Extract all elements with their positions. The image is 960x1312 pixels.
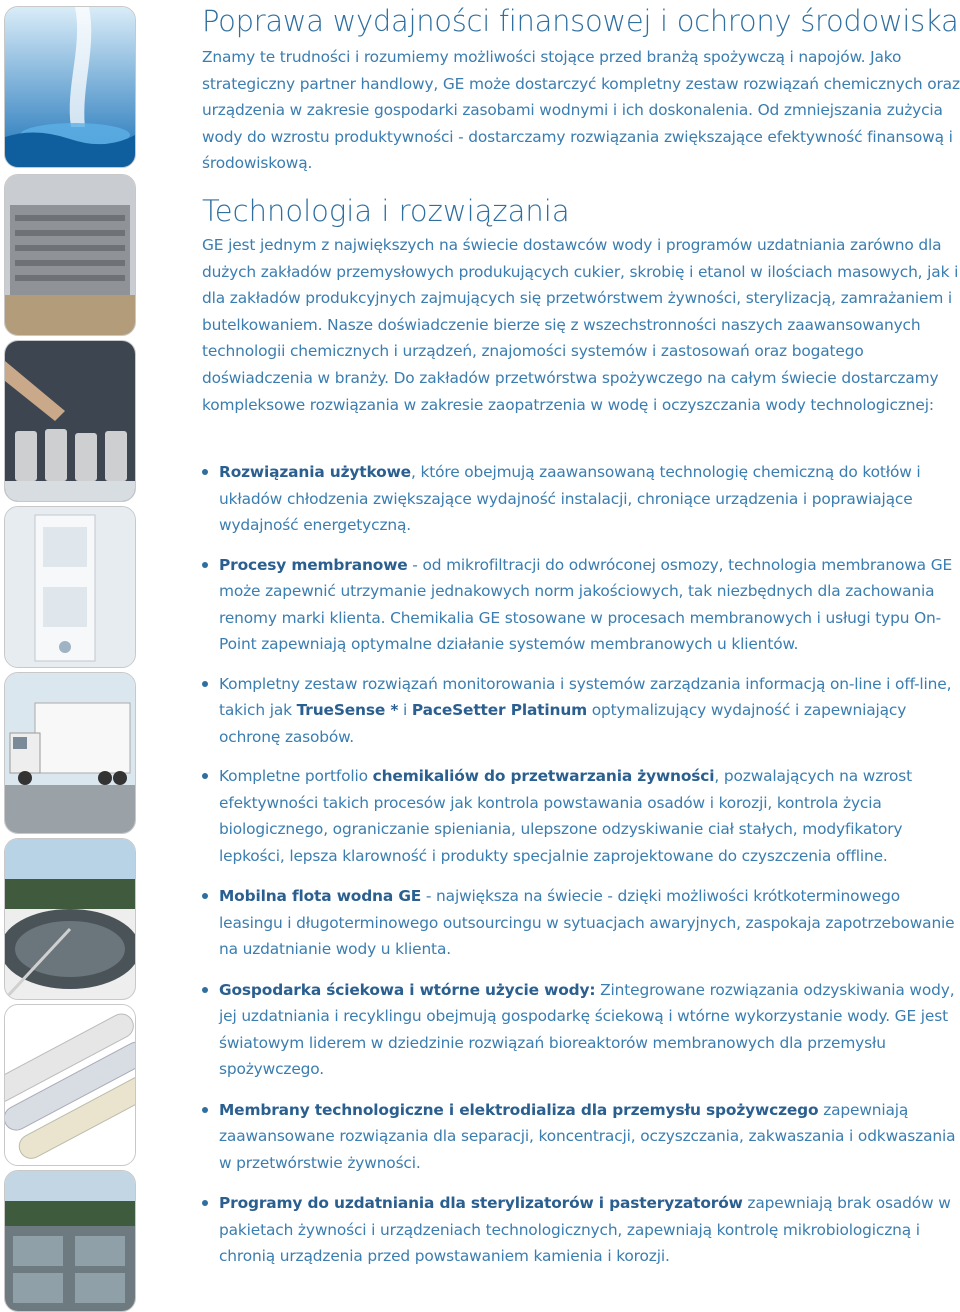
list-item — [202, 763, 960, 869]
list-item-bold: Programy do uzdatniania dla sterylizatorów i pasteryzatorów — [219, 1194, 743, 1212]
list-item-bold: chemikaliów do przetwarzania żywności — [372, 767, 715, 785]
list-item-mid: i — [398, 701, 412, 719]
solutions-list — [202, 459, 960, 1270]
photo-equipment-cabinet — [4, 506, 136, 668]
list-item-text: zapewniają brak osadów w pakietach żywności i urządzeniach technologicznych, zapewniają kontrolę mikrobiologiczną i chronią urządzenia przed powstawaniem kamienia i korozji. — [219, 1194, 951, 1265]
list-item-bold: TrueSense * — [296, 701, 399, 719]
intro-paragraph: Znamy te trudności i rozumiemy możliwości stojące przed branżą spożywczą i napojów. Jako strategiczny partner handlowy, GE może dostarczyć kompletny zestaw rozwiązań chemicznych oraz urządzenia w zakresie gospodarki zasobami wodnymi i ich doskonalenia. Od zmniejszania zużycia wody do wzrostu produktywności - dostarczamy rozwiązania zwiększające efektywność finansową i środowiskową. — [202, 48, 960, 172]
list-item-bold: Rozwiązania użytkowe — [219, 463, 411, 481]
photo-lab-bottles — [4, 340, 136, 502]
list-item-text: , które obejmują zaawansowaną technologię chemiczną do kotłów i układów chłodzenia zwiększające wydajność instalacji, chroniące urządzenia i poprawiające wydajność energetyczną. — [219, 463, 921, 534]
list-item-text: , pozwalających na wzrost efektywności takich procesów jak kontrola powstawania osadów i korozji, kontrola życia biologicznego, ograniczanie spieniania, ulepszone odzyskiwanie ciał stałych, modyfikatory lepkości, lepsza klarowność i produkty specjalnie zaprojektowane do czyszczenia offline. — [219, 767, 913, 865]
list-item-text: zapewniają zaawansowane rozwiązania dla separacji, koncentracji, oczyszczania, zakwaszania i odkwaszania w przetwórstwie żywności. — [219, 1100, 956, 1172]
list-item-text: - największa na świecie - dzięki możliwości krótkoterminowego leasingu i długoterminowego outsourcingu w sytuacjach awaryjnych, zaspokaja zapotrzebowanie na uzdatnianie wody u klienta. — [219, 887, 955, 958]
photo-water-splash — [4, 6, 136, 168]
heading-financial-environmental: Poprawa wydajności finansowej i ochrony środowiska — [202, 4, 959, 38]
list-item — [202, 459, 960, 539]
list-item — [202, 977, 960, 1083]
list-item-text: - od mikrofiltracji do odwróconej osmozy, technologia membranowa GE może zapewnić utrzymanie jednakowych norm jakościowych, tak niezbędnych dla zachowania renomy marki klienta. Chemikalia GE stosowane w procesach membranowych i usługi typu On-Point zapewniają optymalne działanie systemów membranowych u klientów. — [219, 555, 953, 653]
technology-paragraph: GE jest jednym z największych na świecie dostawców wody i programów uzdatniania zarówno dla dużych zakładów przemysłowych produkujących cukier, skrobię i etanol w ilościach masowych, jak i dla zakładów produkcyjnych zajmujących się przetwórstwem żywności, sterylizacją, zamrażaniem i butelkowaniem. Nasze doświadczenie bierze się z wszechstronności naszych zaawansowanych technologii chemicznych i urządzeń, znajomości systemów i zastosowań oraz bogatego doświadczenia w branży. Do zakładów przetwórstwa spożywczego na całym świecie dostarczamy kompleksowe rozwiązania w zakresie zaopatrzenia w wodę i oczyszczania wody technologicznej: — [202, 236, 959, 414]
list-item-bold: Mobilna flota wodna GE — [219, 887, 422, 905]
photo-water-basins — [4, 1170, 136, 1312]
list-item-bold: Membrany technologiczne i elektrodializa dla przemysłu spożywczego — [219, 1100, 819, 1119]
photo-cooling-tower — [4, 174, 136, 336]
list-item-text: Zintegrowane rozwiązania odzyskiwania wody, jej uzdatniania i recyklingu obejmują gospodarkę ściekową i wtórne wykorzystanie wody. GE jest światowym liderem w dziedzinie rozwiązań bioreaktorów membranowych dla przemysłu spożywczego. — [219, 980, 955, 1078]
list-item — [202, 883, 960, 963]
photo-strip — [0, 0, 140, 1312]
list-item — [202, 1097, 960, 1177]
list-item-text: optymalizujący wydajność i zapewniający ochronę zasobów. — [219, 701, 907, 746]
list-item-bold: Procesy membranowe — [219, 555, 408, 574]
photo-treatment-tank — [4, 838, 136, 1000]
list-item — [202, 1190, 960, 1270]
list-item — [202, 552, 960, 658]
photo-membrane-tubes — [4, 1004, 136, 1166]
heading-technology-solutions: Technologia i rozwiązania — [202, 194, 570, 228]
list-item-bold-2: PaceSetter Platinum — [411, 701, 588, 719]
list-item-pre: Kompletny zestaw rozwiązań monitorowania i systemów zarządzania informacją on-line i off-line, takich jak — [219, 674, 952, 719]
photo-mobile-truck — [4, 672, 136, 834]
list-item-bold: Gospodarka ściekowa i wtórne użycie wody: — [219, 980, 596, 999]
list-item — [202, 671, 960, 751]
list-item-pre: Kompletne portfolio — [219, 767, 373, 785]
